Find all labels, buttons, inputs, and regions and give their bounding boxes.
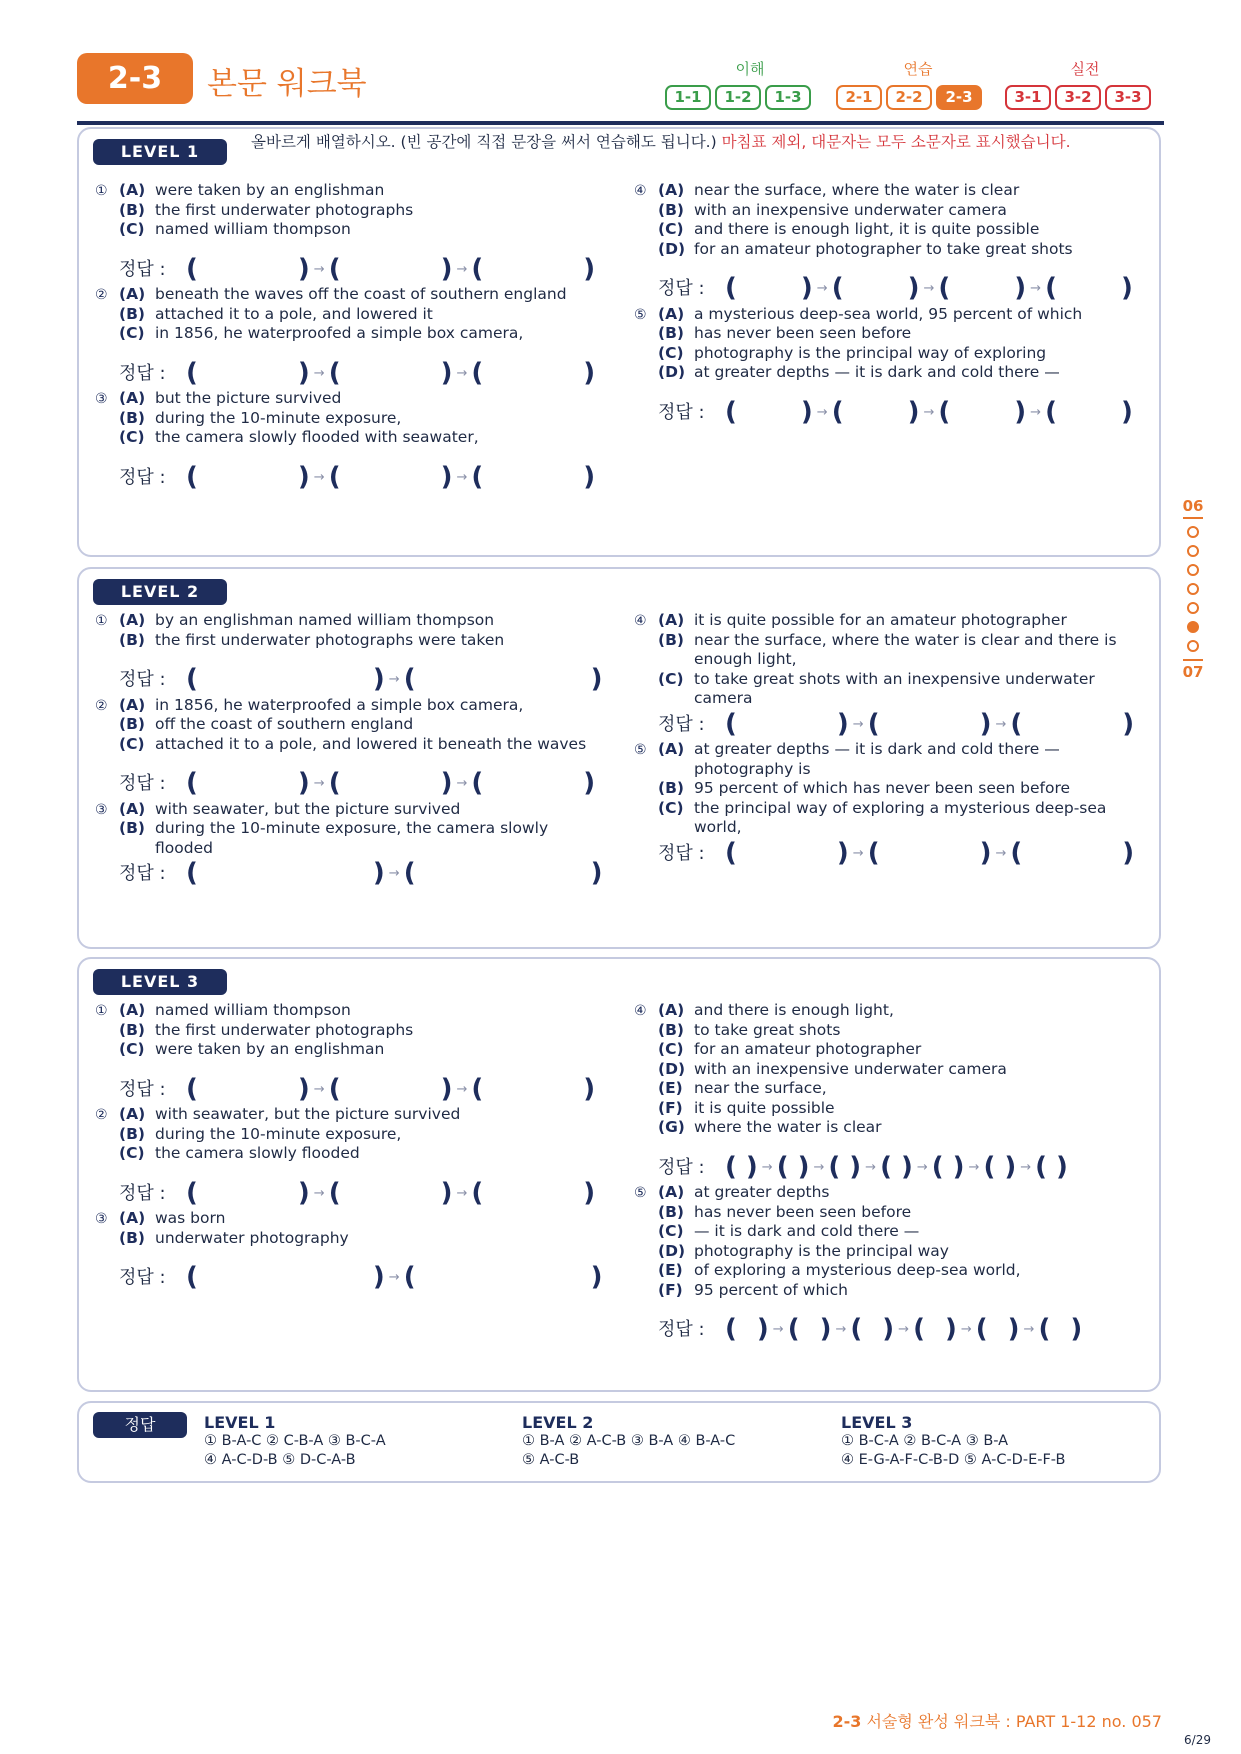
level3-left-column bbox=[95, 1001, 639, 1292]
group-label-practice: 연습 bbox=[903, 60, 933, 78]
question-number: ⑤ bbox=[634, 306, 647, 323]
question-number: ③ bbox=[95, 1211, 108, 1227]
page-dot-icon[interactable] bbox=[1187, 545, 1199, 557]
level2-right-column bbox=[634, 611, 1158, 868]
option-b: during the 10-minute exposure, bbox=[155, 408, 402, 427]
answer-label: 정답 : bbox=[658, 1156, 705, 1178]
option-b: underwater photography bbox=[155, 1228, 349, 1247]
side-page-start: 06 bbox=[1182, 497, 1204, 515]
level3-q2: ② (A) with seawater, but the picture survived (B) during the 10-minute exposure, (C) the camera slowly flooded 정답 : ( ) → ( ) → ( ) bbox=[119, 1105, 639, 1203]
page-dot-icon[interactable] bbox=[1187, 640, 1199, 652]
footer bbox=[832, 1709, 1162, 1732]
option-c: for an amateur photographer bbox=[694, 1040, 922, 1058]
header-divider bbox=[77, 121, 1164, 125]
question-number: ⑤ bbox=[634, 1185, 647, 1201]
level1-q5: ⑤ (A) a mysterious deep-sea world, 95 percent of which (B) has never been seen before (C) photography is the principal way of exploring (D) at greater depths — it is dark and cold there — 정답 : ( ) → ( ) → ( ) → ( ) bbox=[658, 305, 1158, 423]
option-b: attached it to a pole, and lowered it bbox=[155, 304, 433, 323]
tab-1-2[interactable]: 1-2 bbox=[715, 85, 761, 110]
instruction bbox=[251, 133, 1151, 152]
footer-code: 2-3 bbox=[832, 1712, 862, 1731]
level2-label: LEVEL 2 bbox=[93, 579, 227, 605]
tab-2-3[interactable]: 2-3 bbox=[936, 85, 982, 110]
answer-label: 정답 : bbox=[658, 1319, 705, 1340]
level1-right-column bbox=[634, 181, 1158, 427]
option-a: beneath the waves off the coast of southern england bbox=[155, 285, 567, 303]
level2-left-column bbox=[95, 611, 639, 888]
answer-label: 정답 : bbox=[119, 362, 166, 384]
side-divider bbox=[1183, 517, 1203, 519]
tab-3-1[interactable]: 3-1 bbox=[1005, 85, 1051, 110]
answer-level-title: LEVEL 1 bbox=[204, 1413, 276, 1432]
answer-label: 정답 : bbox=[119, 669, 166, 690]
option-a: it is quite possible for an amateur photographer bbox=[694, 611, 1067, 629]
level1-q4: ④ (A) near the surface, where the water is clear (B) with an inexpensive underwater camera (C) and there is enough light, it is quite possible (D) for an amateur photographer to take great shots 정답 : ( ) → ( ) → ( ) → ( ) bbox=[658, 181, 1158, 299]
answer-line[interactable]: 정답 : ( ) → ( ) → ( ) bbox=[119, 1177, 596, 1208]
option-a: but the picture survived bbox=[155, 389, 342, 407]
side-divider bbox=[1183, 659, 1203, 661]
option-d: photography is the principal way bbox=[694, 1241, 949, 1260]
level1-box bbox=[77, 127, 1161, 557]
option-c: named william thompson bbox=[155, 220, 351, 238]
answer-label: 정답 : bbox=[119, 1267, 166, 1288]
option-a: in 1856, he waterproofed a simple box camera, bbox=[155, 695, 524, 714]
option-c: photography is the principal way of exploring bbox=[694, 343, 1047, 362]
answer-label: 정답 : bbox=[658, 401, 705, 423]
option-g: where the water is clear bbox=[694, 1118, 882, 1136]
page-dot-icon[interactable] bbox=[1187, 564, 1199, 576]
option-b: during the 10-minute exposure, bbox=[155, 1124, 402, 1143]
option-b: 95 percent of which has never been seen before bbox=[694, 779, 1071, 797]
answer-line[interactable]: 정답 : ( ) → ( ) → ( ) bbox=[119, 1073, 596, 1104]
tab-group-real bbox=[1005, 85, 1151, 110]
question-number: ① bbox=[95, 183, 108, 199]
page-dot-icon[interactable] bbox=[1187, 583, 1199, 595]
question-number: ④ bbox=[634, 613, 647, 629]
page-dot-icon[interactable] bbox=[1187, 526, 1199, 538]
option-a: at greater depths — it is dark and cold there — photography is bbox=[694, 740, 1060, 778]
question-number: ③ bbox=[95, 801, 108, 818]
page-dot-icon[interactable] bbox=[1187, 602, 1199, 614]
option-b: the first underwater photographs bbox=[155, 1020, 414, 1039]
option-b: has never been seen before bbox=[694, 324, 912, 342]
answer-label: 정답 : bbox=[119, 773, 166, 794]
question-number: ② bbox=[95, 697, 108, 714]
tab-2-1[interactable]: 2-1 bbox=[836, 85, 882, 110]
option-b: near the surface, where the water is clear and there is enough light, bbox=[694, 630, 1117, 668]
answer-key-box bbox=[77, 1401, 1161, 1483]
option-b: has never been seen before bbox=[694, 1202, 912, 1221]
level1-q1: ① (A) were taken by an englishman (B) the first underwater photographs (C) named william thompson 정답 : ( ) → ( ) → ( ) bbox=[119, 181, 639, 279]
question-number: ⑤ bbox=[634, 742, 647, 758]
option-b: off the coast of southern england bbox=[155, 715, 414, 733]
instruction-text: 올바르게 배열하시오. (빈 공간에 직접 문장을 써서 연습해도 됩니다.) bbox=[251, 133, 717, 151]
level2-q1: ① (A) by an englishman named william thompson (B) the first underwater photographs were taken 정답 : ( ) → ( ) bbox=[119, 611, 639, 690]
option-b: the first underwater photographs were taken bbox=[155, 630, 505, 649]
level2-q2: ② (A) in 1856, he waterproofed a simple box camera, (B) off the coast of southern england (C) attached it to a pole, and lowered it beneath the waves 정답 : ( ) → ( ) → ( ) bbox=[119, 696, 639, 794]
page-title: 본문 워크북 bbox=[207, 66, 367, 102]
level3-box bbox=[77, 957, 1161, 1392]
option-b: with an inexpensive underwater camera bbox=[694, 200, 1007, 219]
option-a: near the surface, where the water is clear bbox=[694, 181, 1020, 199]
level2-q4: ④ (A) it is quite possible for an amateur photographer (B) near the surface, where the water is clear and there is enough light, (C) to take great shots with an inexpensive underwater camera 정답 : ( ) → ( ) → ( ) bbox=[658, 611, 1158, 734]
tab-1-3[interactable]: 1-3 bbox=[765, 85, 811, 110]
answer-label: 정답 : bbox=[119, 466, 166, 488]
level1-q3: ③ (A) but the picture survived (B) during the 10-minute exposure, (C) the camera slowly flooded with seawater, 정답 : ( ) → ( ) → ( ) bbox=[119, 389, 639, 487]
option-a: with seawater, but the picture survived bbox=[155, 799, 461, 818]
answer-line[interactable]: 정답 : ( ) → ( ) → ( ) bbox=[119, 253, 596, 284]
answer-label: 정답 : bbox=[658, 713, 705, 735]
option-c: in 1856, he waterproofed a simple box camera, bbox=[155, 324, 524, 342]
side-page-nav bbox=[1180, 497, 1206, 681]
answer-key-level1 bbox=[204, 1413, 386, 1470]
option-a: at greater depths bbox=[694, 1183, 830, 1201]
answer-line[interactable]: 정답 : ( ) → ( ) bbox=[119, 858, 603, 888]
answer-label: 정답 : bbox=[119, 258, 166, 280]
option-c: the camera slowly flooded bbox=[155, 1144, 360, 1162]
option-f: it is quite possible bbox=[694, 1098, 835, 1117]
option-c: the camera slowly flooded with seawater, bbox=[155, 428, 479, 446]
level3-q3: ③ (A) was born (B) underwater photography 정답 : ( ) → ( ) bbox=[119, 1209, 639, 1288]
answer-line-1: ① B-A-C ② C-B-A ③ B-C-A bbox=[204, 1433, 386, 1449]
option-b: during the 10-minute exposure, the camera slowly flooded bbox=[155, 819, 549, 857]
option-b: the first underwater photographs bbox=[155, 200, 414, 219]
option-c: and there is enough light, it is quite possible bbox=[694, 220, 1040, 238]
answer-line-1: ① B-C-A ② B-C-A ③ B-A bbox=[841, 1433, 1009, 1449]
answer-line-1: ① B-A ② A-C-B ③ B-A ④ B-A-C bbox=[522, 1433, 736, 1449]
answer-line[interactable]: 정답 : ( ) → ( ) bbox=[119, 664, 603, 694]
answer-line[interactable]: 정답 : ( ) → ( ) → ( ) bbox=[119, 461, 596, 492]
question-number: ① bbox=[95, 613, 108, 629]
group-label-real: 실전 bbox=[1070, 60, 1100, 78]
option-c: to take great shots with an inexpensive underwater camera bbox=[694, 669, 1095, 707]
level1-label: LEVEL 1 bbox=[93, 139, 227, 165]
option-e: near the surface, bbox=[694, 1079, 827, 1097]
page-dot-active-icon[interactable] bbox=[1187, 621, 1199, 633]
answer-line[interactable]: 정답 : ( ) → ( ) → ( ) → ( ) → ( ) → ( ) bbox=[658, 1314, 1083, 1344]
answer-level-title: LEVEL 2 bbox=[522, 1413, 594, 1432]
option-a: were taken by an englishman bbox=[155, 181, 385, 199]
answer-line-2: ⑤ A-C-B bbox=[522, 1452, 580, 1468]
level3-q5: ⑤ (A) at greater depths (B) has never been seen before (C) — it is dark and cold there — (D) photography is the principal way (E) of exploring a mysterious deep-sea world, (F) 95 percent of which 정답 : ( ) → ( ) → ( ) → ( ) → ( ) → ( ) bbox=[658, 1183, 1158, 1340]
option-d: with an inexpensive underwater camera bbox=[694, 1059, 1007, 1078]
answer-line[interactable]: 정답 : ( ) → ( ) → ( ) → ( ) bbox=[658, 273, 1133, 303]
option-c: were taken by an englishman bbox=[155, 1040, 385, 1058]
answer-line[interactable]: 정답 : ( ) → ( ) → ( ) bbox=[658, 837, 1135, 868]
option-a: a mysterious deep-sea world, 95 percent of which bbox=[694, 304, 1083, 323]
answer-line[interactable]: 정답 : ( ) → ( ) → ( ) → ( ) bbox=[658, 396, 1133, 427]
level3-label: LEVEL 3 bbox=[93, 969, 227, 995]
option-b: to take great shots bbox=[694, 1020, 841, 1039]
question-number: ④ bbox=[634, 1003, 647, 1019]
option-d: at greater depths — it is dark and cold there — bbox=[694, 363, 1060, 381]
answer-line[interactable]: 정답 : ( ) → ( ) bbox=[119, 1262, 603, 1292]
question-number: ② bbox=[95, 287, 108, 303]
answer-label: 정답 : bbox=[658, 842, 705, 864]
answer-label: 정답 : bbox=[119, 863, 166, 884]
level1-q2: ② (A) beneath the waves off the coast of southern england (B) attached it to a pole, and lowered it (C) in 1856, he waterproofed a simple box camera, 정답 : ( ) → ( ) → ( ) bbox=[119, 285, 639, 383]
answer-key-level2 bbox=[522, 1413, 735, 1470]
option-c: — it is dark and cold there — bbox=[694, 1222, 920, 1240]
answer-level-title: LEVEL 3 bbox=[841, 1413, 913, 1432]
question-number: ③ bbox=[95, 391, 108, 407]
option-a: with seawater, but the picture survived bbox=[155, 1105, 461, 1123]
level3-q4: ④ (A) and there is enough light, (B) to take great shots (C) for an amateur photographer (D) with an inexpensive underwater camera (E) near the surface, (F) it is quite possible (G) where the water is clear 정답 : ( ) → ( ) → ( ) → ( ) → ( ) → ( ) → ( ) bbox=[658, 1001, 1158, 1177]
tab-3-2[interactable]: 3-2 bbox=[1055, 85, 1101, 110]
footer-text: 서술형 완성 워크북 : PART 1-12 no. 057 bbox=[866, 1712, 1162, 1731]
answer-label: 정답 : bbox=[119, 1078, 166, 1100]
answer-line-2: ④ E-G-A-F-C-B-D ⑤ A-C-D-E-F-B bbox=[841, 1452, 1066, 1468]
unit-badge: 2-3 bbox=[77, 53, 193, 104]
answer-key-label: 정답 bbox=[93, 1412, 187, 1438]
answer-line[interactable]: 정답 : ( ) → ( ) → ( ) bbox=[658, 708, 1135, 739]
answer-line[interactable]: 정답 : ( ) → ( ) → ( ) bbox=[119, 768, 596, 798]
tab-group-understand bbox=[665, 85, 811, 110]
option-a: was born bbox=[155, 1209, 226, 1227]
answer-label: 정답 : bbox=[119, 1182, 166, 1204]
answer-line[interactable]: 정답 : ( ) → ( ) → ( ) → ( ) → ( ) → ( ) → ( ) bbox=[658, 1151, 1068, 1182]
answer-line-2: ④ A-C-D-B ⑤ D-C-A-B bbox=[204, 1452, 356, 1468]
option-c: attached it to a pole, and lowered it beneath the waves bbox=[155, 734, 587, 753]
option-a: named william thompson bbox=[155, 1001, 351, 1019]
option-e: of exploring a mysterious deep-sea world, bbox=[694, 1261, 1021, 1279]
level2-q3: ③ (A) with seawater, but the picture survived (B) during the 10-minute exposure, the camera slowly flooded 정답 : ( ) → ( ) bbox=[119, 800, 639, 884]
tab-2-2[interactable]: 2-2 bbox=[886, 85, 932, 110]
question-number: ④ bbox=[634, 183, 647, 199]
level2-q5: ⑤ (A) at greater depths — it is dark and cold there — photography is (B) 95 percent of which has never been seen before (C) the principal way of exploring a mysterious deep-sea world, 정답 : ( ) → ( ) → ( ) bbox=[658, 740, 1158, 863]
option-f: 95 percent of which bbox=[694, 1280, 848, 1299]
option-d: for an amateur photographer to take great shots bbox=[694, 239, 1073, 258]
level1-left-column bbox=[95, 181, 639, 492]
question-number: ① bbox=[95, 1003, 108, 1019]
group-label-understand: 이해 bbox=[735, 60, 765, 78]
answer-label: 정답 : bbox=[658, 278, 705, 299]
option-c: the principal way of exploring a mysterious deep-sea world, bbox=[694, 798, 1107, 836]
option-a: and there is enough light, bbox=[694, 1001, 894, 1019]
question-number: ② bbox=[95, 1107, 108, 1123]
tab-1-1[interactable]: 1-1 bbox=[665, 85, 711, 110]
instruction-note: 마침표 제외, 대문자는 모두 소문자로 표시했습니다. bbox=[721, 133, 1071, 151]
option-a: by an englishman named william thompson bbox=[155, 611, 495, 629]
page-number: 6/29 bbox=[1184, 1733, 1211, 1747]
answer-key-level3 bbox=[841, 1413, 1065, 1470]
level3-q1: ① (A) named william thompson (B) the first underwater photographs (C) were taken by an englishman 정답 : ( ) → ( ) → ( ) bbox=[119, 1001, 639, 1099]
tab-3-3[interactable]: 3-3 bbox=[1105, 85, 1151, 110]
answer-line[interactable]: 정답 : ( ) → ( ) → ( ) bbox=[119, 357, 596, 388]
tab-group-practice bbox=[836, 85, 982, 110]
level2-box bbox=[77, 567, 1161, 949]
level3-right-column bbox=[634, 1001, 1158, 1344]
side-page-end: 07 bbox=[1182, 663, 1204, 681]
